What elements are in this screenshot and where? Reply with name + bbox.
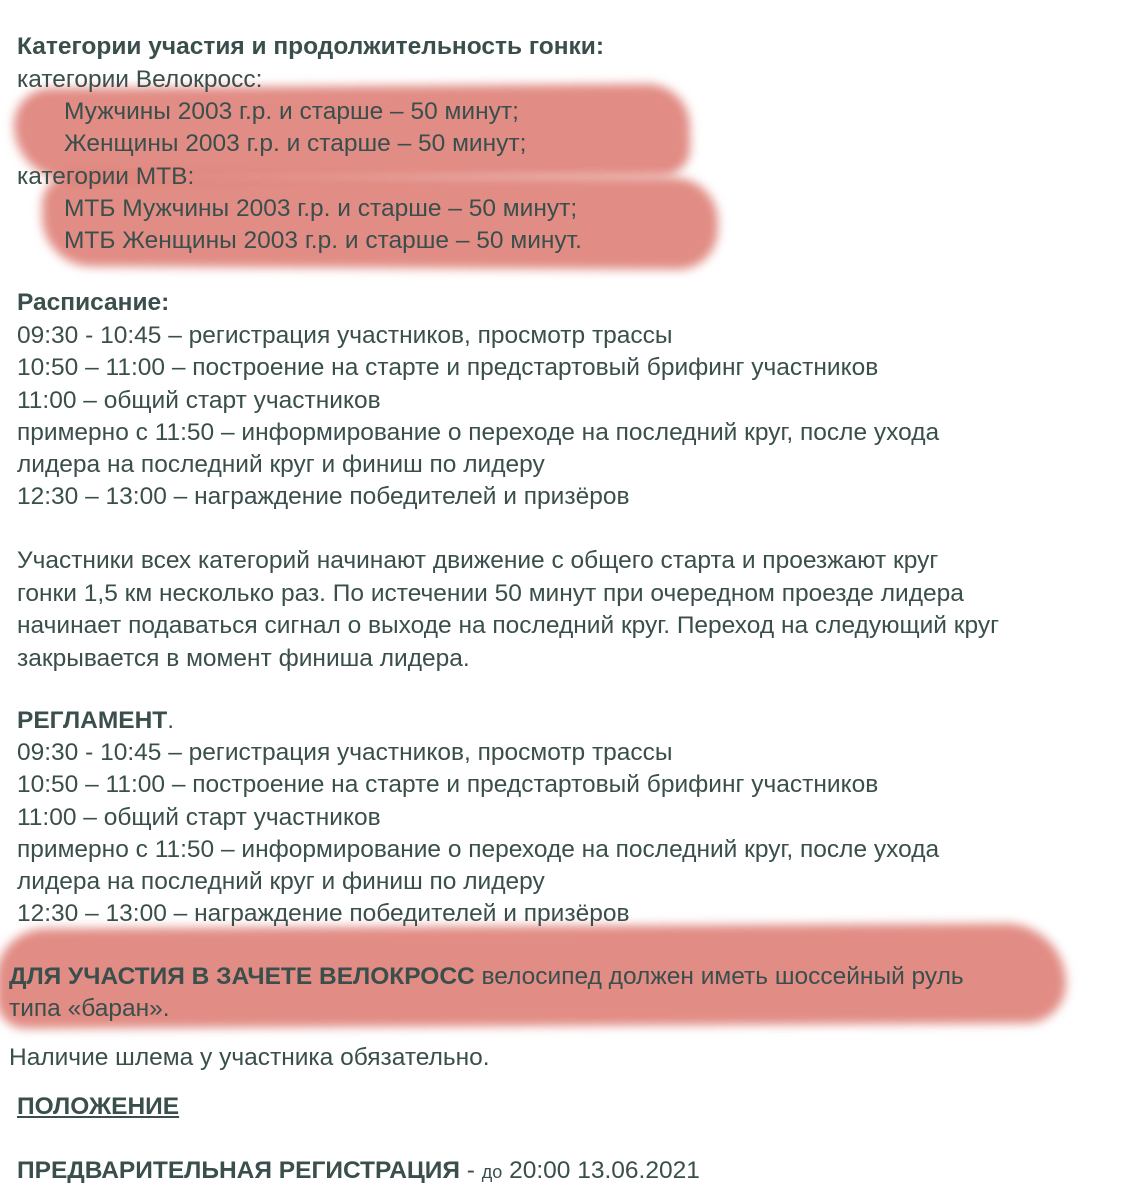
reglament-line: 11:00 – общий старт участников — [17, 804, 381, 831]
preregistration-date: 20:00 13.06.2021 — [502, 1157, 700, 1184]
schedule-line: примерно с 11:50 – информирование о переходе на последний круг, после ухода — [17, 419, 940, 446]
schedule-line: 11:00 – общий старт участников — [17, 387, 381, 414]
requirement-bold: ДЛЯ УЧАСТИЯ В ЗАЧЕТЕ ВЕЛОКРОСС — [9, 963, 475, 990]
description-line: Участники всех категорий начинают движение с общего старта и проезжают круг — [17, 547, 939, 574]
schedule-line: 10:50 – 11:00 – построение на старте и предстартовый брифинг участников — [17, 354, 879, 381]
reglament-heading-suffix: . — [167, 707, 175, 734]
regulation-link[interactable]: ПОЛОЖЕНИЕ — [17, 1093, 180, 1120]
requirement-rest: велосипед должен иметь шоссейный руль — [474, 963, 964, 990]
reglament-line: 09:30 - 10:45 – регистрация участников, просмотр трассы — [17, 739, 673, 766]
mtb-item: МТБ Мужчины 2003 г.р. и старше – 50 минут; — [64, 195, 578, 222]
categories-heading: Категории участия и продолжительность гонки: — [17, 33, 604, 60]
preregistration-row — [17, 1155, 700, 1188]
mtb-item: МТБ Женщины 2003 г.р. и старше – 50 минут. — [64, 227, 582, 254]
helmet-note: Наличие шлема у участника обязательно. — [9, 1044, 490, 1071]
reglament-heading-row — [17, 705, 174, 737]
schedule-line: 09:30 - 10:45 – регистрация участников, просмотр трассы — [17, 322, 673, 349]
schedule-heading: Расписание: — [17, 289, 170, 316]
reglament-line: 10:50 – 11:00 – построение на старте и предстартовый брифинг участников — [17, 771, 879, 798]
requirement-line-2: типа «баран». — [9, 995, 170, 1022]
reglament-line: примерно с 11:50 – информирование о переходе на последний круг, после ухода — [17, 836, 940, 863]
cyclocross-label: категории Велокросс: — [17, 66, 263, 93]
requirement-line — [9, 961, 964, 993]
reglament-line: лидера на последний круг и финиш по лидеру — [17, 868, 545, 895]
description-line: начинает подаваться сигнал о выходе на последний круг. Переход на следующий круг — [17, 612, 1000, 639]
cyclocross-item: Мужчины 2003 г.р. и старше – 50 минут; — [64, 98, 519, 125]
description-line: закрывается в момент финиша лидера. — [17, 645, 470, 672]
preregistration-prefix: до — [481, 1162, 503, 1182]
description-line: гонки 1,5 км несколько раз. По истечении 50 минут при очередном проезде лидера — [17, 580, 964, 607]
mtb-label: категории МТВ: — [17, 163, 195, 190]
preregistration-dash: - — [460, 1157, 482, 1184]
reglament-heading: РЕГЛАМЕНТ — [17, 707, 168, 734]
schedule-line: лидера на последний круг и финиш по лидеру — [17, 451, 545, 478]
cyclocross-item: Женщины 2003 г.р. и старше – 50 минут; — [64, 130, 527, 157]
reglament-line: 12:30 – 13:00 – награждение победителей и призёров — [17, 900, 630, 927]
schedule-line: 12:30 – 13:00 – награждение победителей и призёров — [17, 483, 630, 510]
preregistration-label: ПРЕДВАРИТЕЛЬНАЯ РЕГИСТРАЦИЯ — [17, 1157, 460, 1184]
